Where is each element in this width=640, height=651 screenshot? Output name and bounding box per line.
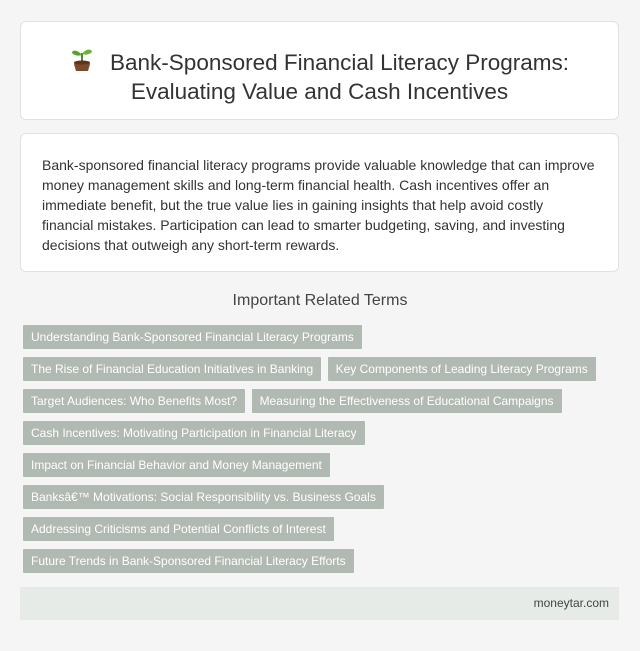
related-term-tag[interactable]: Addressing Criticisms and Potential Conflicts of Interest xyxy=(23,517,334,541)
header-card xyxy=(20,21,619,120)
related-terms-heading: Important Related Terms xyxy=(232,292,408,309)
related-term-tag[interactable]: Understanding Bank-Sponsored Financial Literacy Programs xyxy=(23,325,362,349)
page-title xyxy=(21,46,618,106)
related-term-tag[interactable]: Impact on Financial Behavior and Money Management xyxy=(23,453,330,477)
related-term-tag[interactable]: Cash Incentives: Motivating Participation in Financial Literacy xyxy=(23,421,365,445)
related-term-tag[interactable]: Target Audiences: Who Benefits Most? xyxy=(23,389,245,413)
related-terms-list xyxy=(23,325,623,581)
summary-text: Bank-sponsored financial literacy programs provide valuable knowledge that can improve money management skills and long-term financial health. Cash incentives offer an immediate benefit, but the true value lies in gaining insights that help avoid costly financial mistakes. Participation can lead to smarter budgeting, saving, and investing decisions that outweigh any short-term rewards. xyxy=(42,157,595,253)
related-term-tag[interactable]: Future Trends in Bank-Sponsored Financial Literacy Efforts xyxy=(23,549,354,573)
footer-site-link[interactable]: moneytar.com xyxy=(533,596,609,610)
related-term-tag[interactable]: Measuring the Effectiveness of Educational Campaigns xyxy=(252,389,562,413)
footer xyxy=(20,587,619,620)
title-line-2: Evaluating Value and Cash Incentives xyxy=(130,79,509,104)
related-term-tag[interactable]: Banksâ€™ Motivations: Social Responsibility vs. Business Goals xyxy=(23,485,384,509)
related-term-tag[interactable]: The Rise of Financial Education Initiatives in Banking xyxy=(23,357,321,381)
summary-card xyxy=(20,133,619,272)
related-term-tag[interactable]: Key Components of Leading Literacy Programs xyxy=(328,357,596,381)
sprout-icon xyxy=(70,46,94,72)
title-line-1: Bank-Sponsored Financial Literacy Programs: xyxy=(110,50,569,75)
